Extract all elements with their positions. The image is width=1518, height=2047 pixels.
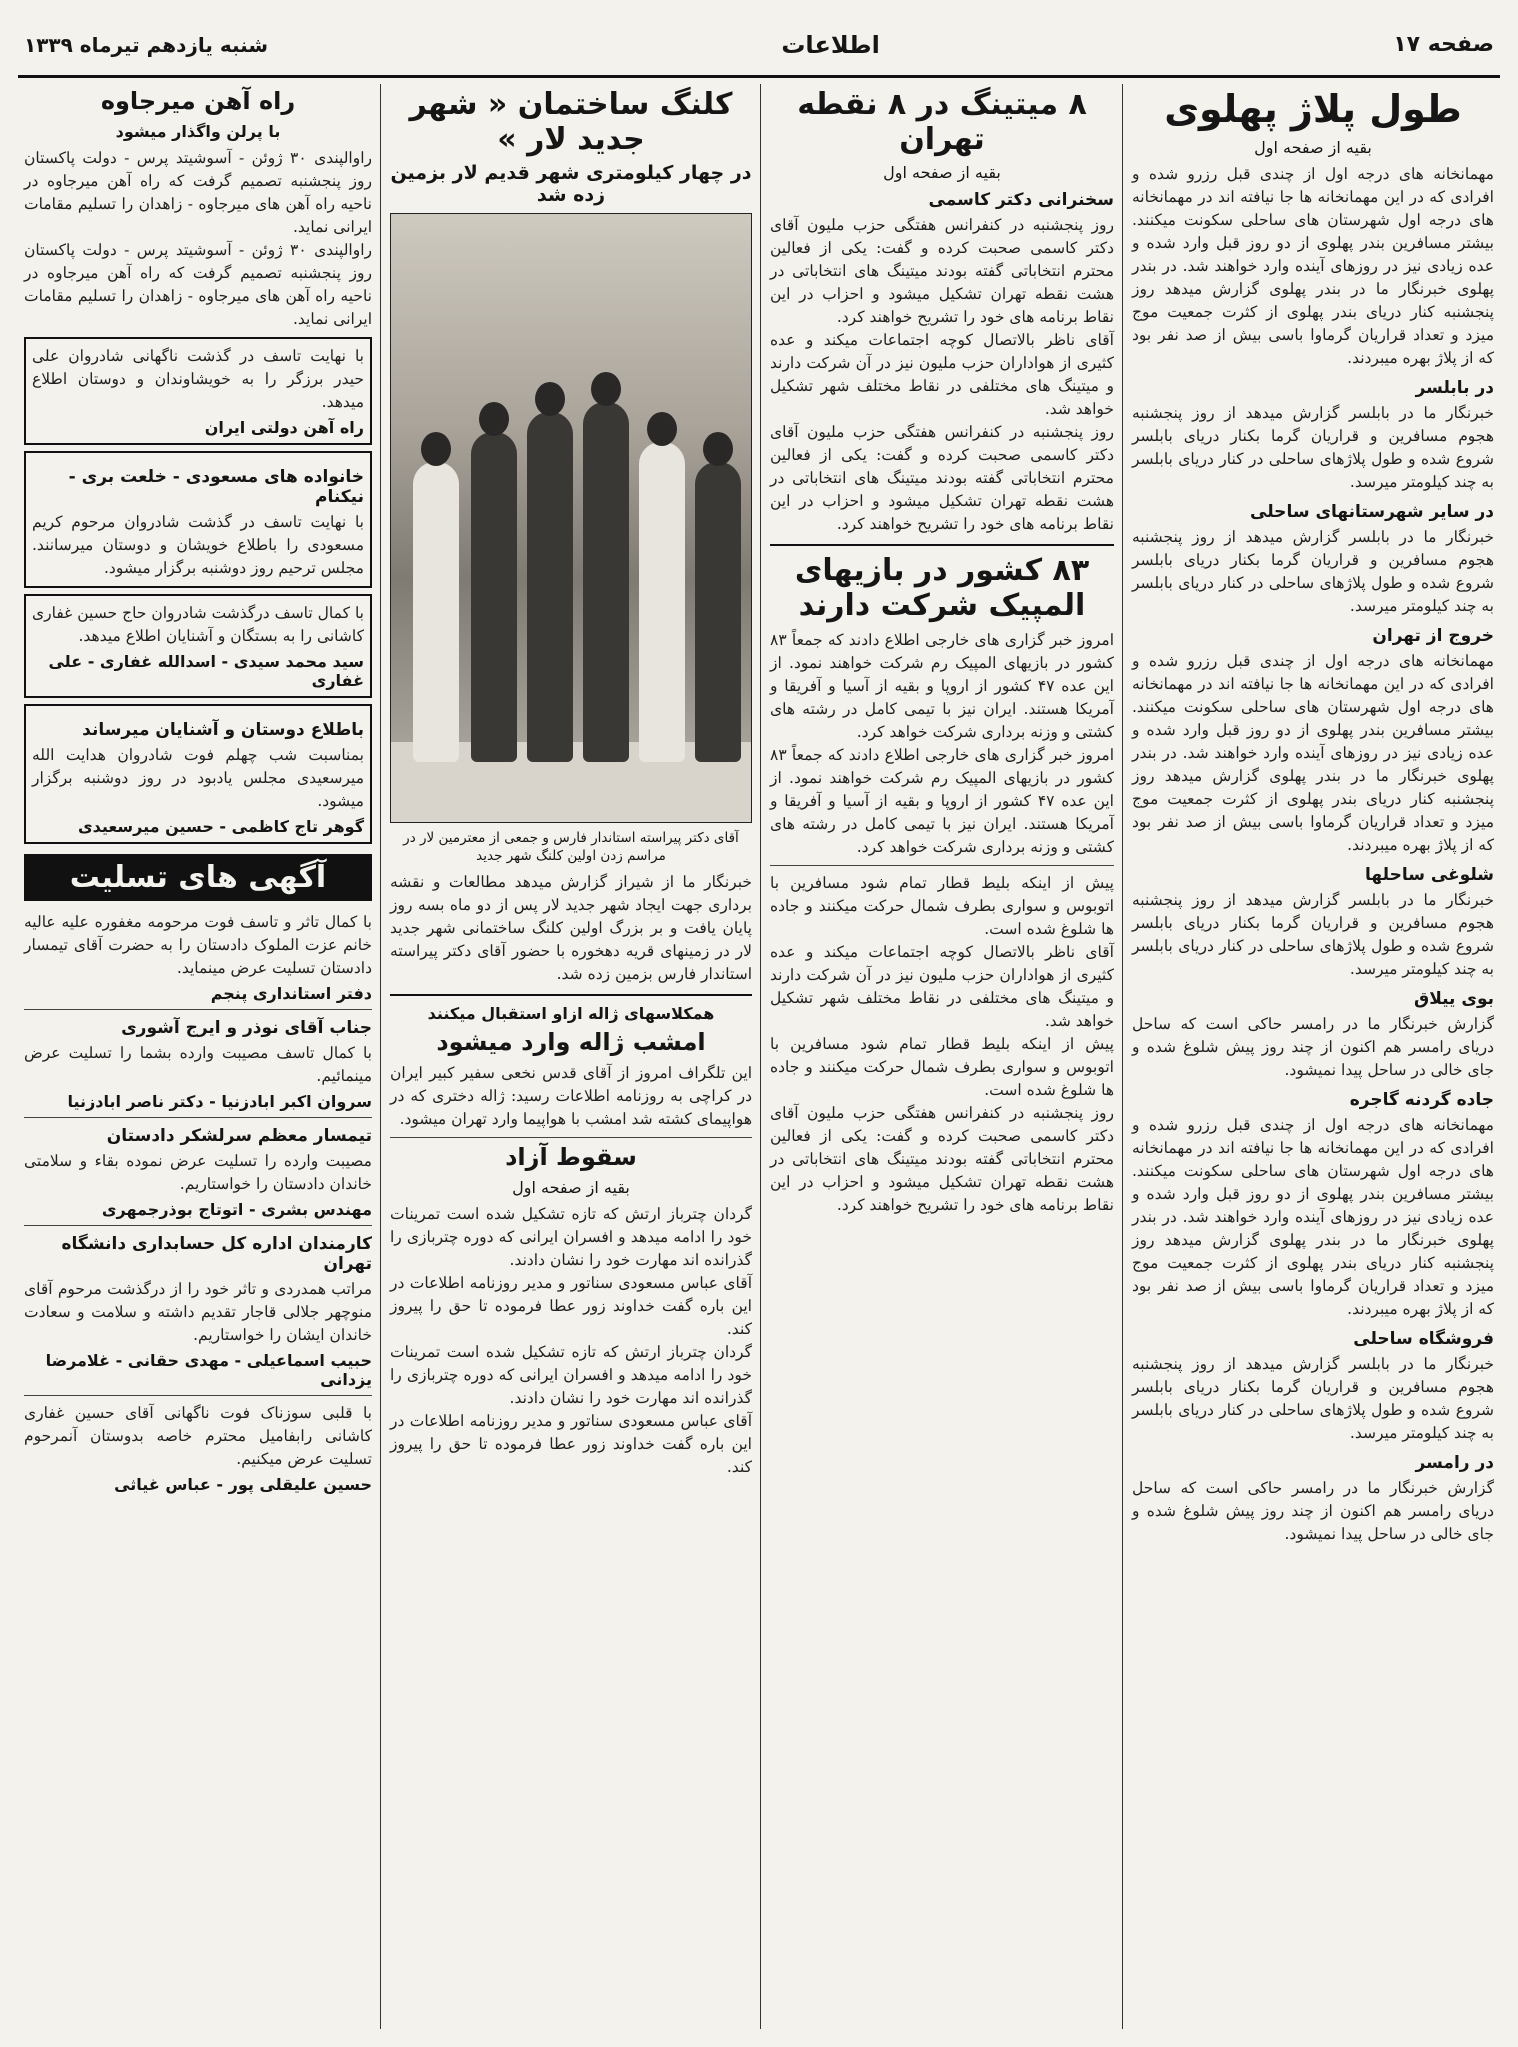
subheading: در سایر شهرستانهای ساحلی [1250, 501, 1494, 522]
column-rule [760, 84, 761, 2029]
notice-text: بمناسبت شب چهلم فوت شادروان هدایت الله میرسعیدی مجلس یادبود در روز دوشنبه برگزار میشود. [32, 745, 364, 810]
article-body: روز پنجشنبه در کنفرانس هفتگی حزب ملیون آقای دکتر کاسمی صحبت کرده و گفت: یکی از فعالین محترم انتخاباتی گفته بودند میتینگ های انتخاباتی در هشت نقطه تهران تشکیل میشود و احزاب در این نقاط برنامه های خود را تشریح خواهند کرد. [770, 1104, 1114, 1214]
page-label: صفحه ۱۷ [1393, 32, 1494, 57]
condolence-notice [24, 1234, 372, 1389]
condolence-notice [24, 594, 372, 698]
article-body: آقای عباس مسعودی سناتور و مدیر روزنامه اطلاعات در این باره گفت خداوند زور عطا فرموده تا حق را پیروز کند. [390, 1273, 752, 1338]
article-body: این تلگراف امروز از آقای قدس نخعی سفیر کبیر ایران در کراچی به روزنامه اطلاعات رسید: ژاله دختری که در هواپیمای کشته شد امشب با هواپیما وارد تهران میشود. [390, 1064, 752, 1129]
article-body: خبرنگار ما در بابلسر گزارش میدهد از روز پنجشنبه هجوم مسافرین و قراریان گرما بکنار دریای بابلسر شروع شده و طول پلاژهای ساحلی در کنار دریای بابلسر به چند کیلومتر میرسد. [1132, 1354, 1494, 1442]
headline-freefall: سقوط آزاد [505, 1143, 637, 1172]
notice-signature: سروان اکبر ابادزنیا - دکتر ناصر ابادزنیا [67, 1091, 372, 1111]
divider [390, 1137, 752, 1138]
condolence-notice [24, 451, 372, 588]
article-body: گزارش خبرنگار ما در رامسر حاکی است که ساحل دریای رامسر هم اکنون از چند روز پیش شلوغ شده و جای خالی در ساحل پیدا نمیشود. [1132, 1014, 1494, 1079]
notice-text: با کمال تاسف درگذشت شادروان حاج حسین غفاری کاشانی را به بستگان و آشنایان اطلاع میدهد. [32, 603, 364, 645]
newspaper-page [18, 14, 1500, 2036]
notice-text: مراتب همدردی و تاثر خود را از درگذشت مرحوم آقای منوچهر جلالی قاجار تقدیم داشته و سلامت و سعادت خاندان ایشان را خواستاریم. [24, 1279, 372, 1344]
divider [24, 1009, 372, 1010]
headline-jaleh: امشب ژاله وارد میشود [436, 1027, 706, 1056]
condolence-notice [24, 337, 372, 445]
condolence-notice [24, 1402, 372, 1494]
subheading: فروشگاه ساحلی [1353, 1328, 1494, 1349]
headline-meetings: ۸ میتینگ در ۸ نقطه تهران [797, 87, 1087, 157]
notice-signature: راه آهن دولتی ایران [204, 417, 364, 437]
article-body: خبرنگار ما در بابلسر گزارش میدهد از روز پنجشنبه هجوم مسافرین و قراریان گرما بکنار دریای بابلسر شروع شده و طول پلاژهای ساحلی در کنار دریای بابلسر به چند کیلومتر میرسد. [1132, 403, 1494, 491]
notice-text: با کمال تاثر و تاسف فوت مرحومه مغفوره علیه عالیه خانم عزت الملوک دادستان را به حضرت آقای تیمسار دادستان تسلیت عرض مینماید. [24, 912, 372, 977]
continued-label: بقیه از صفحه اول [1254, 137, 1372, 157]
article-body: امروز خبر گزاری های خارجی اطلاع دادند که جمعاً ۸۳ کشور در بازیهای المپیک رم شرکت خواهند نمود. از این عده ۴۷ کشور از اروپا و بقیه از آسیا و آفریقا و آمریکا هستند. ایران نیز با تیمی کامل در رشته های کشتی و وزنه برداری شرکت خواهد کرد. [770, 631, 1114, 741]
column-rule [380, 84, 381, 2029]
column-rule [1122, 84, 1123, 2029]
notice-signature: مهندس بشری - اتوتاج بوذرجمهری [101, 1199, 372, 1219]
paper-name: اطلاعات [781, 30, 880, 59]
notice-signature: سید محمد سیدی - اسدالله غفاری - علی غفاری [48, 651, 364, 690]
condolence-notice [24, 1126, 372, 1219]
notice-signature: حسین علیقلی پور - عباس غیاثی [114, 1474, 372, 1494]
subheading: شلوغی ساحلها [1365, 864, 1494, 885]
article-beach-column [1126, 84, 1500, 2029]
headline-mirjaveh: راه آهن میرجاوه [100, 87, 296, 115]
photo-figure-head [479, 402, 509, 436]
photo-figure-head [703, 432, 733, 466]
photo-figure [413, 462, 459, 762]
kicker: با پرلن واگذار میشود [115, 121, 281, 141]
notice-text: با قلبی سوزناک فوت ناگهانی آقای حسین غفاری کاشانی رابفامیل محترم خاصه بدوستان آنمرحوم تسلیت عرض میکنیم. [24, 1403, 372, 1468]
article-meetings-column [764, 84, 1120, 2029]
divider [24, 1225, 372, 1226]
notice-heading: جناب آقای نوذر و ایرج آشوری [121, 1017, 372, 1038]
notice-heading: خانواده های مسعودی - خلعت بری - نیکنام [68, 466, 364, 507]
photo-figure-head [535, 382, 565, 416]
photo-figure [695, 462, 741, 762]
divider [24, 1117, 372, 1118]
photo-figure [471, 432, 517, 762]
notice-text: با نهایت تاسف در گذشت شادروان مرحوم کریم مسعودی را باطلاع خویشان و دوستان میرسانند. مجلس ترحیم روز دوشنبه برگزار میشود. [32, 512, 364, 577]
subheading: در رامسر [1415, 1452, 1494, 1473]
ceremony-photo [390, 213, 752, 823]
article-body: گردان چترباز ارتش که تازه تشکیل شده است تمرینات خود را ادامه میدهد و افسران ایرانی که دوره چتربازی را گذرانده اند مهارت خود را نشان دادند. [390, 1204, 752, 1269]
photo-caption: آقای دکتر پیراسته استاندار فارس و جمعی از معترمین لار در مراسم زدن اولین کلنگ شهر جدید [403, 829, 739, 864]
article-body: امروز خبر گزاری های خارجی اطلاع دادند که جمعاً ۸۳ کشور در بازیهای المپیک رم شرکت خواهند نمود. از این عده ۴۷ کشور از اروپا و بقیه از آسیا و آفریقا و آمریکا هستند. ایران نیز با تیمی کامل در رشته های کشتی و وزنه برداری شرکت خواهد کرد. [770, 746, 1114, 856]
notice-text: با نهایت تاسف در گذشت ناگهانی شادروان علی حیدر برزگر را به خویشاوندان و دوستان اطلاع میدهد. [32, 346, 364, 411]
article-body: مهمانخانه های درجه اول از چندی قبل رزرو شده و افرادی که در این مهمانخانه ها جا نیافته اند در مهمانخانه های درجه اول شهرستان های ساحلی سکونت میکنند. بیشتر مسافرین بندر پهلوی از دو روز قبل وارد شده و عده زیادی نیز در روزهای آینده وارد خواهند شد. در بندر پهلوی خبرنگار ما در بندر پهلوی گزارش میدهد روز پنجشنبه کنار دریای بندر پهلوی از کثرت جمعیت موج میزد و تعداد قراریان گرماوا باسی بیش از صد نفر بود که از پلاژ بهره میبردند. [1132, 1115, 1494, 1318]
condolence-notice [24, 704, 372, 844]
divider [770, 865, 1114, 866]
subheading: بوی ییلاق [1414, 988, 1494, 1009]
continued-label: بقیه از صفحه اول [883, 163, 1001, 182]
divider [390, 994, 752, 996]
masthead [18, 14, 1500, 78]
photo-figure [639, 442, 685, 762]
condolence-banner: آگهی های تسلیت [24, 854, 372, 901]
divider [770, 544, 1114, 546]
divider [24, 1395, 372, 1396]
article-body: روز پنجشنبه در کنفرانس هفتگی حزب ملیون آقای دکتر کاسمی صحبت کرده و گفت: یکی از فعالین محترم انتخاباتی گفته بودند میتینگ های انتخاباتی در هشت نقطه تهران تشکیل میشود و احزاب در این نقاط برنامه های خود را تشریح خواهند کرد. [770, 216, 1114, 326]
notice-signature: دفتر استانداری پنجم [210, 983, 372, 1003]
notice-signature: گوهر تاج کاظمی - حسین میرسعیدی [77, 816, 364, 836]
article-body: آقای ناظر بالاتصال کوچه اجتماعات میکند و عده کثیری از هواداران حزب ملیون نیز در آن شرکت دارند و میتینگ های مختلفی در نقاط مختلف شهر تشکیل خواهد شد. [770, 331, 1114, 418]
photo-figure-head [421, 432, 451, 466]
notice-heading: کارمندان اداره کل حسابداری دانشگاه تهران [61, 1233, 372, 1274]
kicker: همکلاسهای ژاله ازاو استقبال میکنند [427, 1003, 715, 1023]
photo-figure-head [591, 372, 621, 406]
article-body: خبرنگار ما در بابلسر گزارش میدهد از روز پنجشنبه هجوم مسافرین و قراریان گرما بکنار دریای بابلسر شروع شده و طول پلاژهای ساحلی در کنار دریای بابلسر به چند کیلومتر میرسد. [1132, 890, 1494, 978]
article-body: پیش از اینکه بلیط قطار تمام شود مسافرین با اتوبوس و سواری بطرف شمال حرکت میکنند و جاده ها شلوغ شده است. [770, 1035, 1114, 1099]
photo-figure-head [647, 412, 677, 446]
notice-text: با کمال تاسف مصیبت وارده بشما را تسلیت عرض مینمائیم. [24, 1043, 372, 1085]
headline-lar: کلنگ ساختمان « شهر جدید لار » [409, 87, 733, 157]
article-body: آقای عباس مسعودی سناتور و مدیر روزنامه اطلاعات در این باره گفت خداوند زور عطا فرموده تا حق را پیروز کند. [390, 1411, 752, 1476]
notice-heading: تیمسار معظم سرلشکر دادستان [106, 1125, 372, 1146]
article-body: روز پنجشنبه در کنفرانس هفتگی حزب ملیون آقای دکتر کاسمی صحبت کرده و گفت: یکی از فعالین محترم انتخاباتی گفته بودند میتینگ های انتخاباتی در هشت نقطه تهران تشکیل میشود و احزاب در این نقاط برنامه های خود را تشریح خواهند کرد. [770, 423, 1114, 533]
photo-figure [583, 402, 629, 762]
article-body: گردان چترباز ارتش که تازه تشکیل شده است تمرینات خود را ادامه میدهد و افسران ایرانی که دوره چتربازی را گذرانده اند مهارت خود را نشان دادند. [390, 1342, 752, 1407]
headline-beach: طول پلاژ پهلوی [1164, 87, 1462, 131]
article-body: خبرنگار ما در بابلسر گزارش میدهد از روز پنجشنبه هجوم مسافرین و قراریان گرما بکنار دریای بابلسر شروع شده و طول پلاژهای ساحلی در کنار دریای بابلسر به چند کیلومتر میرسد. [1132, 527, 1494, 615]
article-body: گزارش خبرنگار ما در رامسر حاکی است که ساحل دریای رامسر هم اکنون از چند روز پیش شلوغ شده و جای خالی در ساحل پیدا نمیشود. [1132, 1478, 1494, 1543]
article-body: راوالپندی ۳۰ ژوئن - آسوشیتد پرس - دولت پاکستان روز پنجشنبه تصمیم گرفت که راه آهن میرجاوه در ناحیه راه آهن های میرجاوه - زاهدان را تسلیم مقامات ایرانی نماید. [24, 240, 372, 328]
article-body: پیش از اینکه بلیط قطار تمام شود مسافرین با اتوبوس و سواری بطرف شمال حرکت میکنند و جاده ها شلوغ شده است. [770, 874, 1114, 938]
article-lar-column [384, 84, 758, 2029]
article-body: مهمانخانه های درجه اول از چندی قبل رزرو شده و افرادی که در این مهمانخانه ها جا نیافته اند در مهمانخانه های درجه اول شهرستان های ساحلی سکونت میکنند. بیشتر مسافرین بندر پهلوی از دو روز قبل وارد شده و عده زیادی نیز در روزهای آینده وارد خواهند شد. در بندر پهلوی خبرنگار ما در بندر پهلوی گزارش میدهد روز پنجشنبه کنار دریای بندر پهلوی از کثرت جمعیت موج میزد و تعداد قراریان گرماوا باسی بیش از صد نفر بود که از پلاژ بهره میبردند. [1132, 164, 1494, 367]
notice-heading: باطلاع دوستان و آشنایان میرساند [82, 719, 364, 740]
subheadline-lar: در چهار کیلومتری شهر قدیم لار بزمین زده شد [390, 162, 752, 206]
article-body: خبرنگار ما از شیراز گزارش میدهد مطالعات و نقشه برداری جهت ایجاد شهر جدید لار پس از دو ماه بسه روز پایان یافت و بر بزرگ اولین کلنگ ساختمانی شهر جدید لار در زمینهای قریه دهخوره با حضور آقای دکتر پیراسته استاندار فارس بزمین زده شد. [390, 872, 752, 983]
condolence-notice [24, 1018, 372, 1111]
subheading: سخنرانی دکتر کاسمی [928, 190, 1114, 210]
subheading: خروج از تهران [1372, 625, 1494, 646]
article-body: آقای ناظر بالاتصال کوچه اجتماعات میکند و عده کثیری از هواداران حزب ملیون نیز در آن شرکت دارند و میتینگ های مختلفی در نقاط مختلف شهر تشکیل خواهد شد. [770, 943, 1114, 1030]
notice-text: مصیبت وارده را تسلیت عرض نموده بقاء و سلامتی خاندان دادستان را خواستاریم. [24, 1151, 372, 1193]
subheading: در بابلسر [1415, 377, 1494, 398]
notices-column [18, 84, 378, 2029]
headline-olympics: ۸۳ کشور در بازیهای المپیک شرکت دارند [794, 553, 1090, 623]
condolence-notice [24, 911, 372, 1003]
article-body: راوالپندی ۳۰ ژوئن - آسوشیتد پرس - دولت پاکستان روز پنجشنبه تصمیم گرفت که راه آهن میرجاوه در ناحیه راه آهن های میرجاوه - زاهدان را تسلیم مقامات ایرانی نماید. [24, 148, 372, 236]
continued-label: بقیه از صفحه اول [512, 1177, 630, 1197]
subheading: جاده گردنه گاجره [1349, 1089, 1494, 1110]
notice-signature: حبیب اسماعیلی - مهدی حقانی - غلامرضا یزدانی [45, 1350, 372, 1389]
photo-figure [527, 412, 573, 762]
article-body: مهمانخانه های درجه اول از چندی قبل رزرو شده و افرادی که در این مهمانخانه ها جا نیافته اند در مهمانخانه های درجه اول شهرستان های ساحلی سکونت میکنند. بیشتر مسافرین بندر پهلوی از دو روز قبل وارد شده و عده زیادی نیز در روزهای آینده وارد خواهند شد. در بندر پهلوی خبرنگار ما در بندر پهلوی گزارش میدهد روز پنجشنبه کنار دریای بندر پهلوی از کثرت جمعیت موج میزد و تعداد قراریان گرماوا باسی بیش از صد نفر بود که از پلاژ بهره میبردند. [1132, 651, 1494, 854]
issue-date: شنبه یازدهم تیرماه ۱۳۳۹ [24, 32, 269, 57]
